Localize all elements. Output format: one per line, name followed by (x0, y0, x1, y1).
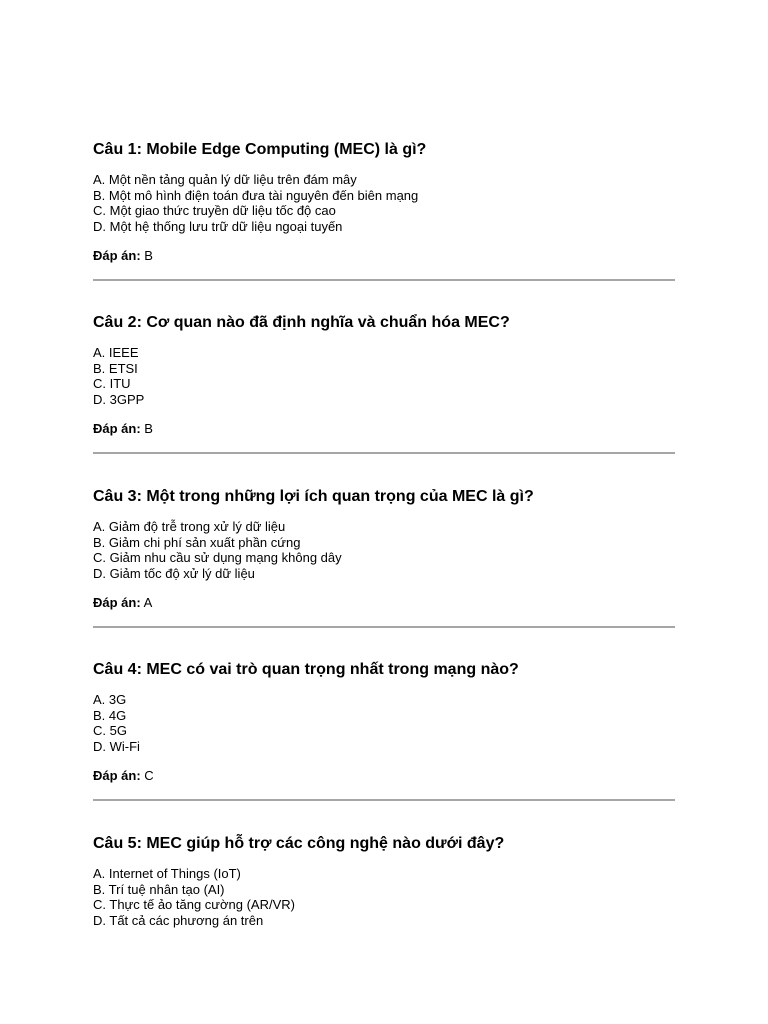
question-title: Câu 5: MEC giúp hỗ trợ các công nghệ nào dưới đây? (93, 835, 505, 852)
question-title: Câu 2: Cơ quan nào đã định nghĩa và chuẩn hóa MEC? (93, 314, 510, 331)
question-title: Câu 1: Mobile Edge Computing (MEC) là gì? (93, 141, 427, 158)
answer-label: Đáp án: (93, 595, 141, 610)
option-c: C. 5G (93, 723, 127, 738)
option-c: C. Thực tế ảo tăng cường (AR/VR) (93, 897, 295, 912)
option-a: A. Internet of Things (IoT) (93, 866, 241, 881)
question-title: Câu 4: MEC có vai trò quan trọng nhất trong mạng nào? (93, 661, 519, 678)
option-list (93, 172, 675, 234)
option-list (93, 519, 675, 581)
section-divider (93, 626, 675, 628)
answer-line (93, 595, 675, 611)
section-divider (93, 452, 675, 454)
answer-label: Đáp án: (93, 421, 141, 436)
question-2 (93, 313, 675, 437)
answer-line (93, 768, 675, 784)
option-list (93, 345, 675, 407)
answer-value: B (144, 421, 153, 436)
option-b: B. 4G (93, 707, 127, 723)
option-d: D. Một hệ thống lưu trữ dữ liệu ngoại tuyến (93, 218, 343, 234)
option-a: A. 3G (93, 692, 127, 707)
question-4 (93, 660, 675, 784)
option-b: B. ETSI (93, 360, 138, 376)
option-c: C. Một giao thức truyền dữ liệu tốc độ cao (93, 203, 336, 218)
answer-label: Đáp án: (93, 248, 141, 263)
option-list (93, 866, 675, 928)
answer-label: Đáp án: (93, 768, 141, 783)
option-c: C. Giảm nhu cầu sử dụng mạng không dây (93, 550, 342, 565)
answer-value: A (143, 595, 153, 610)
answer-value: B (144, 248, 153, 263)
option-b: B. Giảm chi phí sản xuất phần cứng (93, 534, 301, 550)
question-1 (93, 140, 675, 264)
option-list (93, 692, 675, 754)
section-divider (93, 279, 675, 281)
option-b: B. Một mô hình điện toán đưa tài nguyên đến biên mạng (93, 187, 419, 203)
answer-line (93, 248, 675, 264)
question-3 (93, 487, 675, 611)
option-a: A. IEEE (93, 345, 139, 360)
option-b: B. Trí tuệ nhân tạo (AI) (93, 881, 225, 897)
option-a: A. Một nền tảng quản lý dữ liệu trên đám mây (93, 172, 357, 187)
option-d: D. Tất cả các phương án trên (93, 912, 264, 928)
option-c: C. ITU (93, 376, 131, 391)
section-divider (93, 799, 675, 801)
option-d: D. 3GPP (93, 391, 145, 407)
option-a: A. Giảm độ trễ trong xử lý dữ liệu (93, 519, 286, 534)
option-d: D. Giảm tốc độ xử lý dữ liệu (93, 565, 255, 581)
answer-line (93, 421, 675, 437)
question-title: Câu 3: Một trong những lợi ích quan trọng của MEC là gì? (93, 488, 534, 505)
question-5 (93, 834, 675, 928)
answer-value: C (144, 768, 154, 783)
option-d: D. Wi-Fi (93, 738, 140, 754)
